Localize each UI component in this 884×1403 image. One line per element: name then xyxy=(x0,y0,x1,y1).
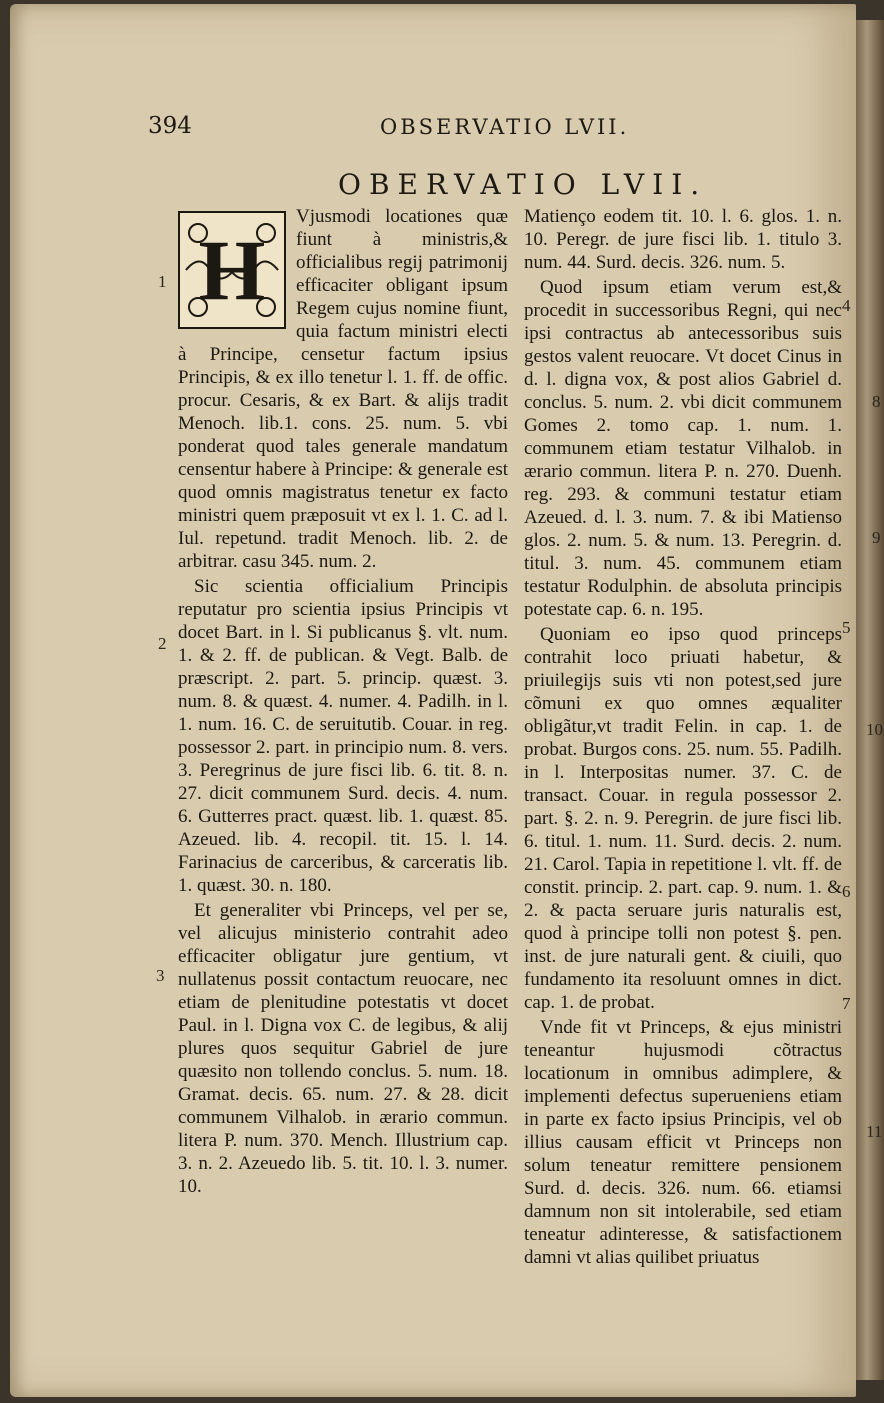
margin-number: 6 xyxy=(842,882,851,901)
paragraph: Vnde fit vt Princeps, & ejus ministri teneantur hujusmodi cõtractus locationum in omnibus adimplere, & implementi defectus superueniens etiam in parte ex facto ipsius Principis, vel ob illius causam efficit vt Princeps non solum teneatur remittere pensionem Surd. d. decis. 326. num. 66. etiamsi damnum non sit intolerabile, sed etiam teneatur adinteresse, & satisfactionem damni vt alias quilibet priuatus xyxy=(524,1017,842,1268)
left-column xyxy=(178,205,508,1198)
margin-number: 2 xyxy=(158,634,167,653)
margin-number: 7 xyxy=(842,994,851,1013)
margin-number: 3 xyxy=(156,966,165,985)
paragraph: Vjusmodi locationes quæ fiunt à ministris,& officialibus regij patrimonij efficaciter obligant ipsum Regem cujus nomine fiunt, quia factum ministri electi à Principe, censetur factum ipsius Principis, & ex illo tenetur l. 1. ff. de offic. procur. Cesaris, & ex Bart. & alijs tradit Menoch. lib.1. cons. 25. num. 5. vbi ponderat quod tales generale mandatum censentur habere à Principe: & generale est quod omnis magistratus tenetur ex facto ministri quem præposuit vt ex l. 1. C. ad l. Iul. repetund. tradit Menoch. lib. 2. de arbitrar. casu 345. num. 2. xyxy=(178,206,508,572)
paragraph: Sic scientia officialium Principis reputatur pro scientia ipsius Principis vt docet Bart. in l. Si publicanus §. vlt. num. 1. & 2. ff. de publican. & Vegt. Balb. de præscript. 2. part. 5. princip. quæst. 3. num. 8. & quæst. 4. numer. 4. Padilh. in l. 1. num. 16. C. de seruitutib. Couar. in reg. possessor 2. part. in principio num. 8. vers. 3. Peregrinus de jure fisci lib. 6. tit. 8. n. 27. dicit communem Surd. decis. 4. num. 6. Gutterres pract. quæst. lib. 1. quæst. 85. Azeued. lib. 4. recopil. tit. 15. l. 14. Farinacius de carceribus, & carceratis lib. 1. quæst. 30. n. 180. xyxy=(178,576,508,896)
page-number: 394 xyxy=(148,113,192,139)
margin-number: 1 xyxy=(158,272,167,291)
page-edge xyxy=(856,20,884,1380)
paragraph: Quod ipsum etiam verum est,& procedit in successoribus Regni, qui nec ipsi contractus ab antecessoribus suis gestos valent reuocare. Vt docet Cinus in d. l. digna vox, & post alios Gabriel d. conclus. 5. num. 2. vbi dicit communem Gomes 2. tomo cap. 1. num. 1. communem etiam testatur Vilhalob. in ærario commun. litera P. n. 270. Duenh. reg. 293. & communi testatur etiam Azeued. d. l. 3. num. 7. & ibi Matienso glos. 2. num. 5. & num. 13. Peregrin. d. titul. 3. num. 45. communem etiam testatur Rodulphin. de absoluta principis potestate cap. 6. n. 195. xyxy=(524,277,842,620)
running-head xyxy=(148,113,668,143)
margin-number: 5 xyxy=(842,618,851,637)
margin-number: 11 xyxy=(866,1122,883,1141)
margin-number: 4 xyxy=(842,296,851,315)
margin-number: 9 xyxy=(872,528,881,547)
chapter-title: OBERVATIO LVII. xyxy=(338,168,708,201)
initial-letter: H xyxy=(198,222,266,318)
right-column xyxy=(524,205,842,1269)
margin-number: 10 xyxy=(866,720,883,739)
margin-number: 8 xyxy=(872,392,881,411)
paragraph: Matienço eodem tit. 10. l. 6. glos. 1. n. 10. Peregr. de jure fisci lib. 1. titulo 3. num. 44. Surd. decis. 326. num. 5. xyxy=(524,206,842,273)
decorated-initial xyxy=(178,211,286,329)
paragraph: Quoniam eo ipso quod princeps contrahit loco priuati habetur, & priuilegijs suis vti non potest,sed jure cõmuni ex quo omnes æqualiter obligãtur,vt tradit Felin. in cap. 1. de probat. Burgos cons. 25. num. 55. Padilh. in l. Interpositas numer. 37. C. de transact. Couar. in regula possessor 2. part. §. 2. n. 9. Peregrin. de jure fisci lib. 6. titul. 1. num. 11. Surd. decis. 2. num. 21. Carol. Tapia in repetitione l. vlt. ff. de constit. princip. 2. part. cap. 9. num. 1. & 2. & pacta seruare juris naturalis est, quod à principe tolli non potest §. pen. inst. de jure naturali gent. & ciuili, quo fundamento ita resoluunt omnes in dict. cap. 1. de probat. xyxy=(524,624,842,1013)
paragraph: Et generaliter vbi Princeps, vel per se, vel alicujus ministerio contrahit adeo efficaciter obligatur jure gentium, vt nullatenus possit contactum reuocare, nec etiam de plenitudine potestatis vt docet Paul. in l. Digna vox C. de legibus, & alij plures quos sequitur Gabriel de jure quæsito non tollendo conclus. 5. num. 18. Gramat. decis. 65. num. 27. & 28. dicit communem Vilhalob. in ærario commun. litera P. num. 370. Mench. Illustrium cap. 3. n. 2. Azeuedo lib. 5. tit. 10. l. 3. numer. 10. xyxy=(178,900,508,1197)
running-head-title: OBSERVATIO LVII. xyxy=(380,115,630,139)
